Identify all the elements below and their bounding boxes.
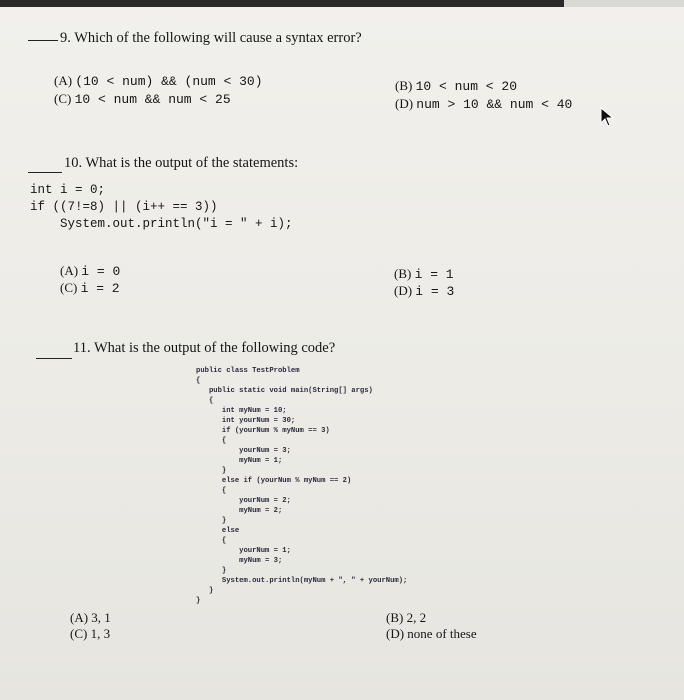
q11-code-line-6: int yourNum = 30; <box>196 417 296 425</box>
q11-code-line-25: } <box>196 587 214 595</box>
q11-option-d: (D) none of these <box>386 626 477 641</box>
q11-code-line-5: int myNum = 10; <box>196 407 287 415</box>
q10-question: 10. What is the output of the statements: <box>64 155 299 171</box>
q9-option-c-code: 10 < num && num < 25 <box>74 92 231 107</box>
q10-code-line-3: System.out.println("i = " + i); <box>30 217 293 231</box>
q11-code-line-18: else <box>196 527 240 535</box>
q11-code-line-14: { <box>196 487 227 495</box>
q10-option-b <box>394 266 454 282</box>
q11-option-b: (B) 2, 2 <box>386 610 427 625</box>
q11-code-line-15: yourNum = 2; <box>196 497 291 505</box>
top-edge-light <box>564 0 684 7</box>
q11-code-line-3: public static void main(String[] args) <box>196 387 373 395</box>
q9-option-d-code: num > 10 && num < 40 <box>416 97 573 112</box>
q9-option-c-label: (C) <box>54 91 72 106</box>
q9-option-a <box>54 73 263 89</box>
q11-code-line-17: } <box>196 517 227 525</box>
q11-code-line-20: yourNum = 1; <box>196 547 291 555</box>
q9-option-a-code: (10 < num) && (num < 30) <box>75 74 263 89</box>
q10-option-c-code: i = 2 <box>80 281 120 296</box>
q11-code-line-24: System.out.println(myNum + ", " + yourNum); <box>196 577 408 585</box>
q10-code-block <box>30 182 293 233</box>
q9-option-d <box>395 96 572 112</box>
q10-option-a-label: (A) <box>60 263 79 278</box>
q11-code-line-8: if (yourNum % myNum == 3) <box>196 427 330 435</box>
q10-option-d-code: i = 3 <box>415 284 455 299</box>
q11-answer-blank <box>36 346 72 364</box>
q9-option-d-label: (D) <box>395 96 414 111</box>
q11-code-line-16: myNum = 2; <box>196 507 283 515</box>
q10-option-c-label: (C) <box>60 280 78 295</box>
mouse-cursor-icon <box>600 107 616 127</box>
q10-option-d-label: (D) <box>394 283 413 298</box>
q11-option-c: (C) 1, 3 <box>70 626 111 641</box>
q10-option-d <box>394 283 454 299</box>
q10-option-b-label: (B) <box>394 266 412 281</box>
q9-question: 9. Which of the following will cause a syntax error? <box>60 30 362 46</box>
q10-option-a-code: i = 0 <box>81 264 121 279</box>
q9-option-a-label: (A) <box>54 73 73 88</box>
q11-code-line-19: { <box>196 537 227 545</box>
q11-code-line-21: myNum = 3; <box>196 557 283 565</box>
q10-option-a <box>60 263 120 279</box>
q10-option-c <box>60 280 120 296</box>
q11-question: 11. What is the output of the following code? <box>73 340 336 356</box>
q11-code-line-1: public class TestProblem <box>196 367 300 375</box>
q11-option-a: (A) 3, 1 <box>70 610 111 625</box>
q10-option-b-code: i = 1 <box>414 267 454 282</box>
q9-answer-blank <box>28 28 58 46</box>
q9-option-b <box>395 78 517 94</box>
q11-code-line-11: myNum = 1; <box>196 457 283 465</box>
q11-code-line-4: { <box>196 397 214 405</box>
q10-code-line-2: if ((7!=8) || (i++ == 3)) <box>30 200 218 214</box>
q9-option-c <box>54 91 231 107</box>
q11-code-line-26: } <box>196 597 201 605</box>
q9-option-b-code: 10 < num < 20 <box>415 79 518 94</box>
q11-code-block <box>196 366 407 606</box>
q9-option-b-label: (B) <box>395 78 413 93</box>
q11-code-line-9: { <box>196 437 227 445</box>
q11-code-line-13: else if (yourNum % myNum == 2) <box>196 477 352 485</box>
q10-code-line-1: int i = 0; <box>30 183 106 197</box>
q11-code-line-10: yourNum = 3; <box>196 447 291 455</box>
q11-code-line-12: } <box>196 467 227 475</box>
q11-code-line-2: { <box>196 377 201 385</box>
q10-answer-blank <box>28 160 62 178</box>
q11-code-line-22: } <box>196 567 227 575</box>
